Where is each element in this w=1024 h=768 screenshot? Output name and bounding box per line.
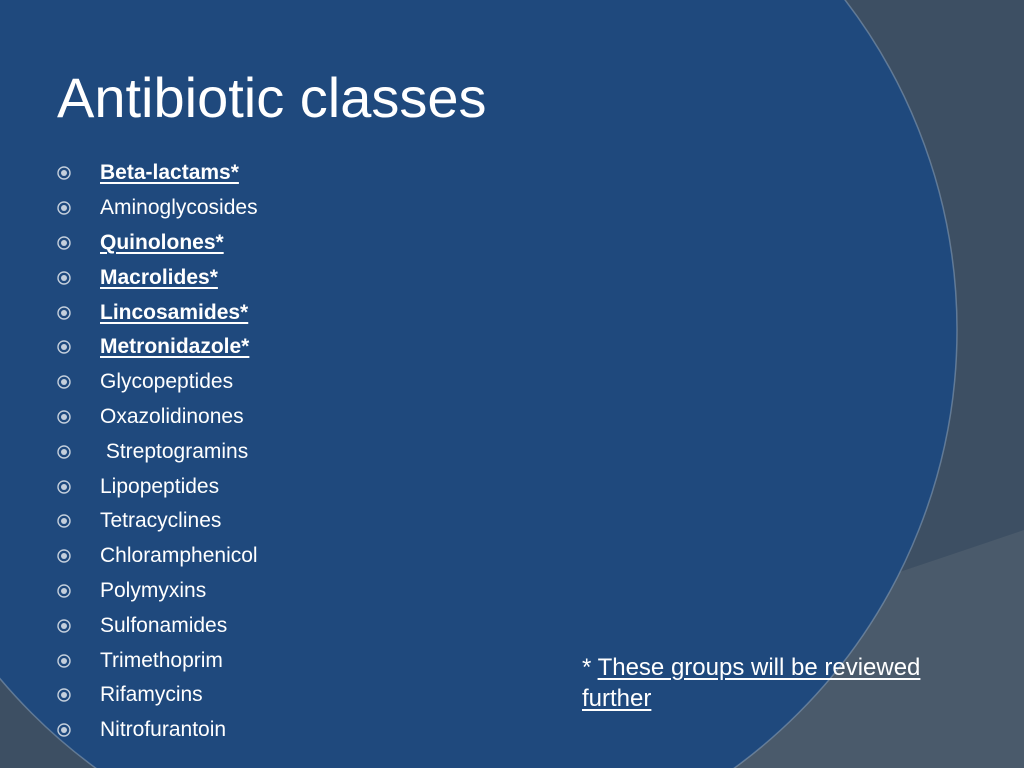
list-item: [56, 608, 258, 643]
list-item-label: Glycopeptides: [100, 370, 234, 394]
list-item-label: Trimethoprim: [100, 648, 223, 672]
list-item: [56, 191, 258, 226]
list-item: [56, 643, 258, 678]
circle-dot-icon: [56, 713, 100, 748]
footnote: [582, 652, 962, 714]
list-item-label: Beta-lactams*: [100, 161, 239, 185]
list-item-label: Quinolones*: [100, 230, 224, 254]
list-item: [56, 434, 258, 469]
circle-dot-icon: [56, 574, 100, 609]
list-item-label: Lipopeptides: [100, 474, 220, 498]
list-item: [56, 156, 258, 191]
list-item-label: Aminoglycosides: [100, 196, 258, 220]
footnote-prefix: *: [582, 654, 598, 681]
circle-dot-icon: [56, 469, 100, 504]
circle-dot-icon: [56, 295, 100, 330]
circle-dot-icon: [56, 191, 100, 226]
circle-dot-icon: [56, 260, 100, 295]
footnote-link[interactable]: These groups will be reviewed further: [582, 654, 921, 712]
list-item-label: Tetracyclines: [100, 509, 222, 533]
list-item-label: Chloramphenicol: [100, 544, 258, 568]
list-item-label: Polymyxins: [100, 578, 207, 602]
slide-title: Antibiotic classes: [57, 66, 487, 129]
list-item: [56, 295, 258, 330]
list-item: [56, 713, 258, 748]
circle-dot-icon: [56, 365, 100, 400]
list-item: [56, 539, 258, 574]
list-item-label: Oxazolidinones: [100, 404, 244, 428]
list-item-label: Sulfonamides: [100, 613, 228, 637]
circle-dot-icon: [56, 226, 100, 261]
circle-dot-icon: [56, 156, 100, 191]
circle-dot-icon: [56, 539, 100, 574]
list-item-label: Macrolides*: [100, 265, 218, 289]
list-item: [56, 260, 258, 295]
list-item: [56, 469, 258, 504]
list-item-label: Streptogramins: [100, 439, 249, 463]
list-item-label: Lincosamides*: [100, 300, 249, 324]
list-item: [56, 226, 258, 261]
list-item-label: Rifamycins: [100, 683, 203, 707]
circle-dot-icon: [56, 434, 100, 469]
circle-dot-icon: [56, 504, 100, 539]
antibiotic-class-list: [56, 156, 258, 748]
list-item: [56, 400, 258, 435]
list-item: [56, 678, 258, 713]
list-item-label: Nitrofurantoin: [100, 718, 227, 742]
list-item: [56, 504, 258, 539]
list-item: [56, 365, 258, 400]
circle-dot-icon: [56, 608, 100, 643]
circle-dot-icon: [56, 330, 100, 365]
circle-dot-icon: [56, 643, 100, 678]
circle-dot-icon: [56, 400, 100, 435]
circle-dot-icon: [56, 678, 100, 713]
list-item: [56, 574, 258, 609]
list-item: [56, 330, 258, 365]
list-item-label: Metronidazole*: [100, 335, 250, 359]
